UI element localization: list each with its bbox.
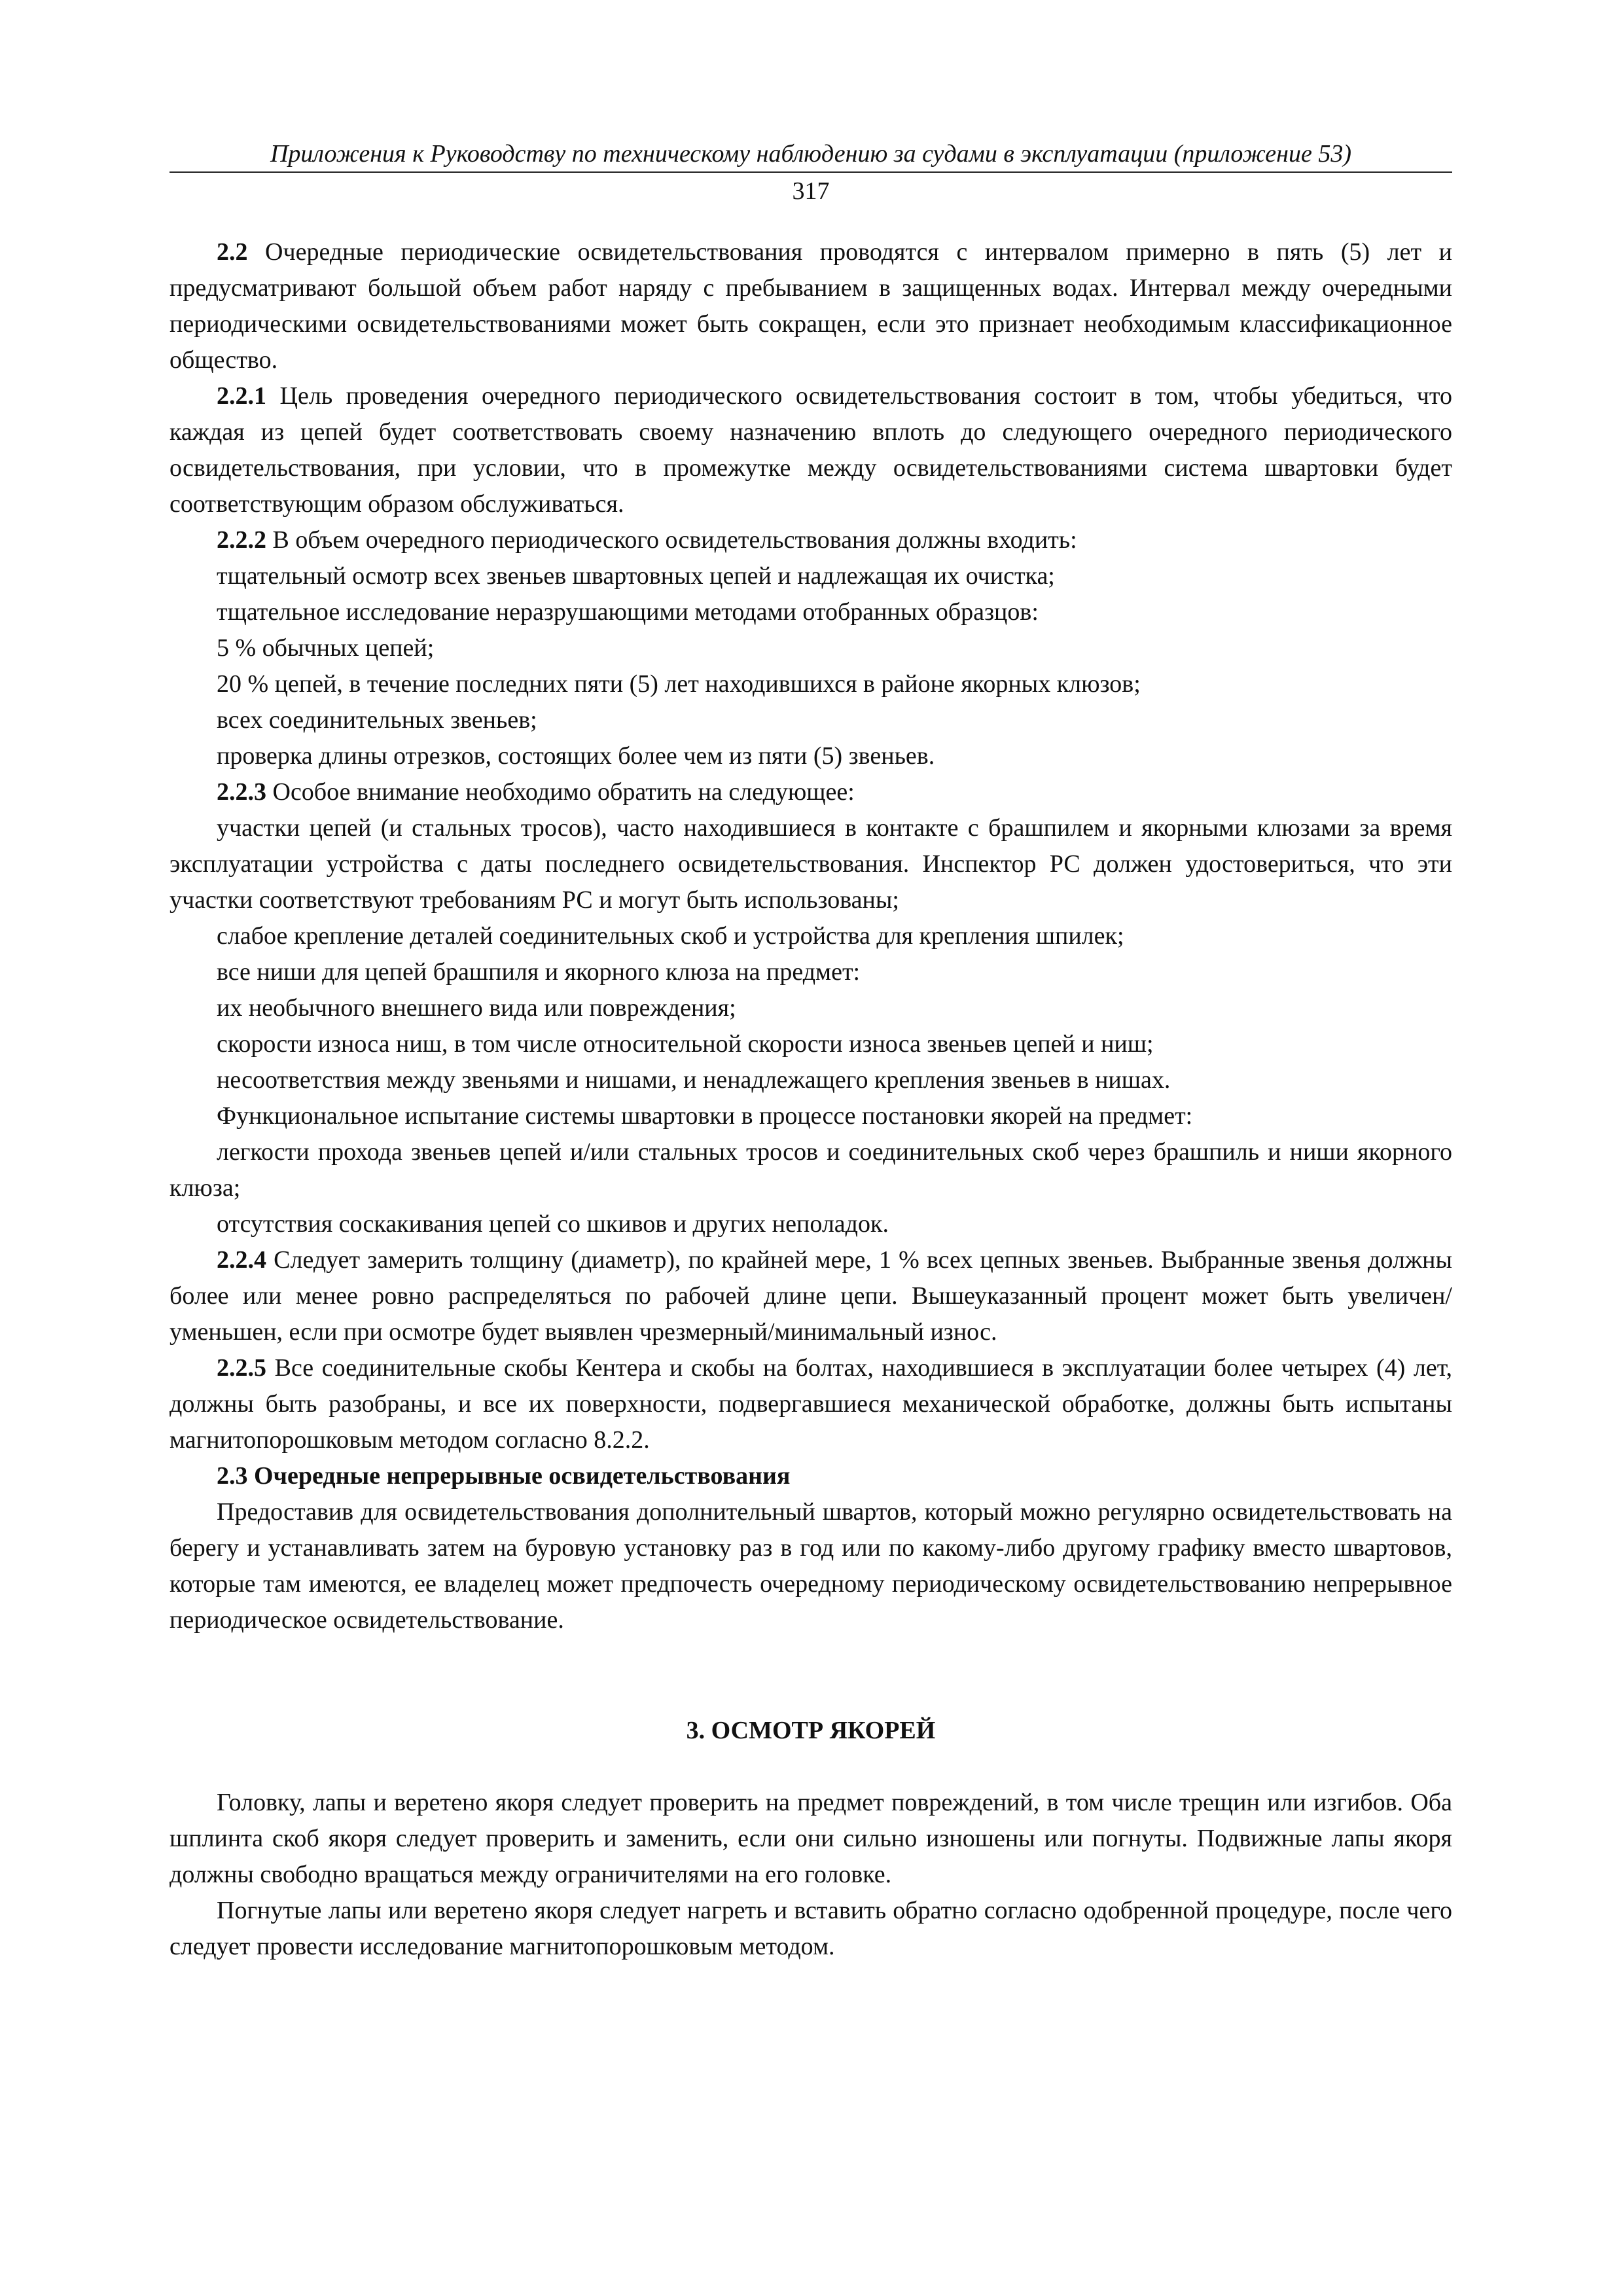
paragraph-2-2-2 (169, 522, 1452, 558)
paragraph-text: Следует замерить толщину (диаметр), по крайней мере, 1 % всех цепных звеньев. Выбранные звенья должны более или менее ровно распределяться по рабочей длине цепи. Вышеуказанный процент может быть увеличен/уменьшен, если при осмотре будет выявлен чрезмерный/минимальный износ. (169, 1246, 1452, 1346)
paragraph-2-2-3 (169, 774, 1452, 810)
paragraph-text: участки цепей (и стальных тросов), часто находившиеся в контакте с брашпилем и якорными клюзами за время эксплуатации устройства с даты последнего освидетельствования. Инспектор РС должен удостовериться, что эти участки соответствуют требованиям РС и могут быть использованы; (169, 814, 1452, 914)
running-header: Приложения к Руководству по техническому наблюдению за судами в эксплуатации (приложение 53) (169, 139, 1452, 173)
paragraph-2-2 (169, 234, 1452, 378)
paragraph-text: тщательное исследование неразрушающими методами отобранных образцов: (217, 598, 1039, 626)
section-title: 3. ОСМОТР ЯКОРЕЙ (686, 1717, 936, 1744)
list-item (169, 702, 1452, 738)
list-item (169, 990, 1452, 1026)
paragraph-text: 20 % цепей, в течение последних пяти (5) лет находившихся в районе якорных клюзов; (217, 670, 1141, 698)
section3-paragraph (169, 1893, 1452, 1965)
section3-paragraph (169, 1785, 1452, 1893)
paragraph-text: Цель проведения очередного периодического освидетельствования состоит в том, чтобы убедиться, что каждая из цепей будет соответствовать своему назначению вплоть до следующего очередного периодического освидетельствования, при условии, что в промежутке между освидетельствованиями система швартовки будет соответствующим образом обслуживаться. (169, 382, 1452, 518)
paragraph-text: Очередные периодические освидетельствования проводятся с интервалом примерно в пять (5) лет и предусматривают большой объем работ наряду с пребыванием в защищенных водах. Интервал между очередными периодическими освидетельствованиями может быть сокращен, если это признает необходимым классификационное общество. (169, 238, 1452, 374)
paragraph-text: Функциональное испытание системы швартовки в процессе постановки якорей на предмет: (217, 1102, 1193, 1130)
list-item (169, 954, 1452, 990)
paragraph-2-3 (169, 1494, 1452, 1638)
paragraph-text: несоответствия между звеньями и нишами, и ненадлежащего крепления звеньев в нишах. (217, 1066, 1171, 1094)
paragraph-text: всех соединительных звеньев; (217, 706, 537, 734)
body-text (169, 234, 1452, 1965)
paragraph-text: Особое внимание необходимо обратить на следующее: (266, 778, 855, 806)
paragraph-2-2-1 (169, 378, 1452, 522)
paragraph-text: их необычного внешнего вида или повреждения; (217, 994, 736, 1022)
paragraph-2-2-4 (169, 1242, 1452, 1350)
list-item (169, 594, 1452, 630)
paragraph-text: отсутствия соскакивания цепей со шкивов и других неполадок. (217, 1210, 889, 1238)
clause-number: 2.2.5 (217, 1354, 266, 1382)
paragraph-text: Погнутые лапы или веретено якоря следует нагреть и вставить обратно согласно одобренной процедуре, после чего следует провести исследование магнитопорошковым методом. (169, 1897, 1452, 1960)
paragraph-text: все ниши для цепей брашпиля и якорного клюза на предмет: (217, 958, 861, 986)
list-item (169, 1026, 1452, 1062)
paragraph-text: скорости износа ниш, в том числе относительной скорости износа звеньев цепей и ниш; (217, 1030, 1154, 1058)
list-item (169, 1134, 1452, 1206)
list-item (169, 810, 1452, 918)
subsection-heading-2-3 (169, 1458, 1452, 1494)
page-number: 317 (792, 177, 830, 205)
list-item (169, 918, 1452, 954)
clause-number: 2.2.3 (217, 778, 266, 806)
list-item (169, 1062, 1452, 1098)
paragraph-text: слабое крепление деталей соединительных скоб и устройства для крепления шпилек; (217, 922, 1124, 950)
paragraph-text: Предоставив для освидетельствования дополнительный швартов, который можно регулярно освидетельствовать на берегу и устанавливать затем на буровую установку раз в год или по какому-либо другому графику вместо швартовов, которые там имеются, ее владелец может предпочесть очередному периодическому освидетельствованию непрерывное периодическое освидетельствование. (169, 1498, 1452, 1634)
list-item (169, 1098, 1452, 1134)
clause-number: 2.2.2 (217, 526, 266, 554)
paragraph-text: тщательный осмотр всех звеньев швартовных цепей и надлежащая их очистка; (217, 562, 1055, 590)
list-item (169, 666, 1452, 702)
clause-number: 2.2.4 (217, 1246, 266, 1274)
subsection-heading-text: 2.3 Очередные непрерывные освидетельствования (217, 1462, 791, 1490)
paragraph-text: проверка длины отрезков, состоящих более чем из пяти (5) звеньев. (217, 742, 935, 770)
list-item (169, 630, 1452, 666)
clause-number: 2.2.1 (217, 382, 266, 410)
list-item (169, 558, 1452, 594)
paragraph-text: В объем очередного периодического освидетельствования должны входить: (266, 526, 1077, 554)
list-item (169, 738, 1452, 774)
paragraph-text: легкости прохода звеньев цепей и/или стальных тросов и соединительных скоб через брашпиль и ниши якорного клюза; (169, 1138, 1452, 1202)
paragraph-text: 5 % обычных цепей; (217, 634, 435, 662)
page-content (169, 139, 1452, 1965)
paragraph-text: Все соединительные скобы Кентера и скобы на болтах, находившиеся в эксплуатации более четырех (4) лет, должны быть разобраны, и все их поверхности, подвергавшиеся механической обработке, должны быть испытаны магнитопорошковым методом согласно 8.2.2. (169, 1354, 1452, 1454)
list-item (169, 1206, 1452, 1242)
paragraph-text: Головку, лапы и веретено якоря следует проверить на предмет повреждений, в том числе трещин или изгибов. Оба шплинта скоб якоря следует проверить и заменить, если они сильно изношены или погнуты. Подвижные лапы якоря должны свободно вращаться между ограничителями на его головке. (169, 1789, 1452, 1888)
clause-number: 2.2 (217, 238, 248, 266)
paragraph-2-2-5 (169, 1350, 1452, 1458)
